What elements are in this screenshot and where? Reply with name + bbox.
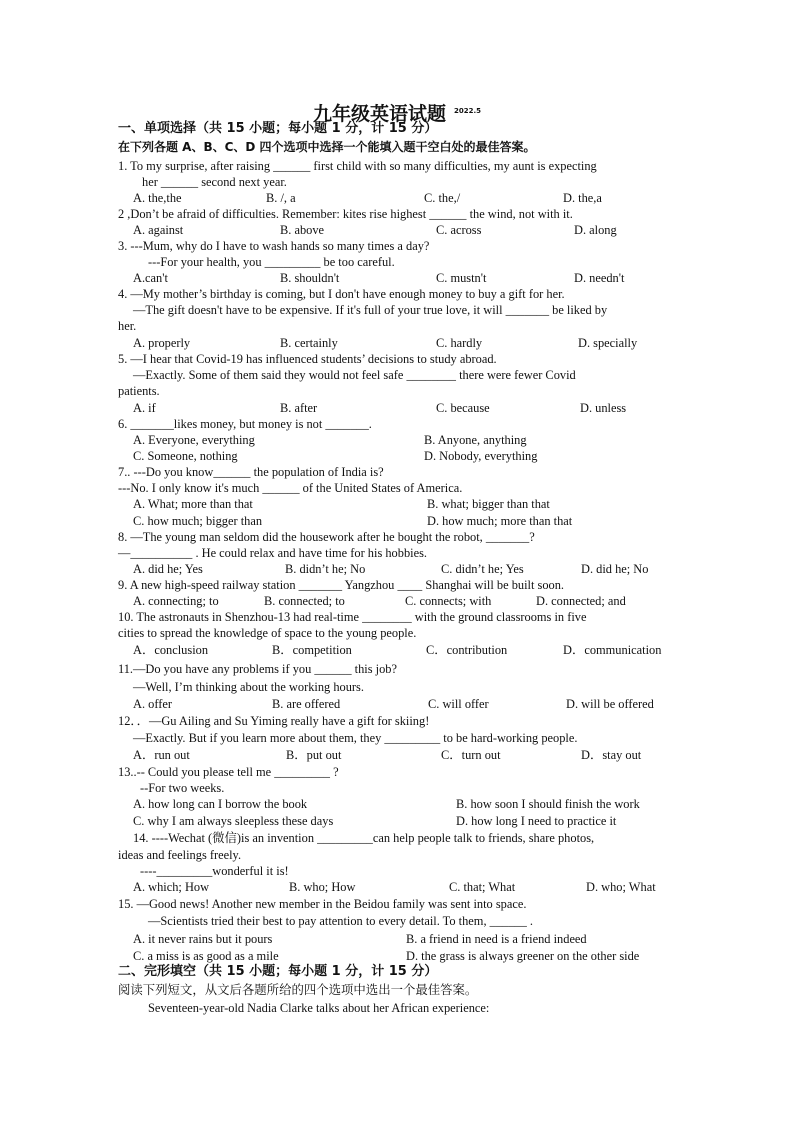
q10-option-d: D．communication (563, 643, 662, 657)
question-11-line-2: —Well, I’m thinking about the working hours. (133, 680, 364, 694)
q5-option-b: B. after (280, 401, 318, 415)
question-13-line-1: 13..-- Could you please tell me _________ ? (118, 765, 339, 779)
q7-option-c: C. how much; bigger than (133, 514, 263, 528)
q1-option-a: A. the,the (133, 191, 182, 205)
q3-option-a: A.can't (133, 271, 168, 285)
question-14-line-2: ideas and feelings freely. (118, 848, 242, 862)
section2-instruction: 阅读下列短文，从文后各题所给的四个选项中选出一个最佳答案。 (118, 982, 478, 997)
q14-option-b: B. who; How (289, 880, 356, 894)
q15-option-c: C. a miss is as good as a mile (133, 949, 279, 963)
q12-option-b: B．put out (286, 748, 342, 762)
q15-option-b: B. a friend in need is a friend indeed (406, 932, 587, 946)
q12-option-d: D．stay out (581, 748, 642, 762)
question-5-line-3: patients. (118, 384, 160, 398)
q6-option-d: D. Nobody, everything (424, 449, 538, 463)
q2-option-a: A. against (133, 223, 184, 237)
q8-option-c: C. didn’t he; Yes (441, 562, 524, 576)
q13-option-c: C. why I am always sleepless these days (133, 814, 334, 828)
q3-option-c: C. mustn't (436, 271, 487, 285)
q11-option-a: A. offer (133, 697, 172, 711)
question-13-line-2: --For two weeks. (140, 781, 225, 795)
question-2-line-1: 2 ,Don’t be afraid of difficulties. Remember: kites rise highest ______ the wind, not with it. (118, 207, 573, 221)
question-1-line-2: her ______ second next year. (142, 175, 287, 189)
q7-option-a: A. What; more than that (133, 497, 253, 511)
question-7-line-2: ---No. I only know it's much ______ of the United States of America. (118, 481, 463, 495)
q9-option-c: C. connects; with (405, 594, 492, 608)
q7-option-d: D. how much; more than that (427, 514, 573, 528)
passage-intro: Seventeen-year-old Nadia Clarke talks about her African experience: (148, 1001, 490, 1015)
question-12-line-1: 12．．—Gu Ailing and Su Yiming really have a gift for skiing! (118, 714, 430, 728)
q8-option-b: B. didn’t he; No (285, 562, 366, 576)
q8-option-a: A. did he; Yes (133, 562, 203, 576)
q1-option-d: D. the,a (563, 191, 602, 205)
q13-option-b: B. how soon I should finish the work (456, 797, 640, 811)
q11-option-c: C. will offer (428, 697, 489, 711)
q11-option-d: D. will be offered (566, 697, 654, 711)
q10-option-b: B．competition (272, 643, 352, 657)
q14-option-a: A. which; How (133, 880, 210, 894)
q13-option-a: A. how long can I borrow the book (133, 797, 308, 811)
q2-option-b: B. above (280, 223, 325, 237)
question-15-line-1: 15. —Good news! Another new member in the Beidou family was sent into space. (118, 897, 527, 911)
q12-option-a: A．run out (133, 748, 190, 762)
q3-option-d: D. needn't (574, 271, 625, 285)
question-3-line-1: 3. ---Mum, why do I have to wash hands so many times a day? (118, 239, 430, 253)
q10-option-a: A．conclusion (133, 643, 209, 657)
q8-option-d: D. did he; No (581, 562, 649, 576)
question-4-line-1: 4. —My mother’s birthday is coming, but I don't have enough money to buy a gift for her. (118, 287, 565, 301)
question-10-line-1: 10. The astronauts in Shenzhou-13 had real-time ________ with the ground classrooms in five (118, 610, 587, 624)
q6-option-a: A. Everyone, everything (133, 433, 255, 447)
question-8-line-2: —__________ . He could relax and have time for his hobbies. (118, 546, 428, 560)
q1-option-b: B. /, a (266, 191, 296, 205)
q2-option-d: D. along (574, 223, 617, 237)
question-5-line-1: 5. —I hear that Covid-19 has influenced students’ decisions to study abroad. (118, 352, 497, 366)
question-9-line-1: 9. A new high-speed railway station _______ Yangzhou ____ Shanghai will be built soon. (118, 578, 565, 592)
question-14-line-3: ----_________wonderful it is! (140, 864, 289, 878)
question-7-line-1: 7.. ---Do you know______ the population of India is? (118, 465, 384, 479)
question-12-line-2: —Exactly. But if you learn more about them, they _________ to be hard-working people. (133, 731, 578, 745)
q4-option-a: A. properly (133, 336, 191, 350)
q9-option-d: D. connected; and (536, 594, 626, 608)
section1-instruction: 在下列各题 A、B、C、D 四个选项中选择一个能填入题干空白处的最佳答案。 (118, 140, 536, 154)
q10-option-c: C．contribution (426, 643, 508, 657)
question-6-line-1: 6. _______likes money, but money is not _______. (118, 417, 372, 431)
q14-option-c: C. that; What (449, 880, 516, 894)
q15-option-d: D. the grass is always greener on the other side (406, 949, 640, 963)
question-4-line-2: —The gift doesn't have to be expensive. If it's full of your true love, it will _______ be liked by (133, 303, 608, 317)
q14-option-d: D. who; What (586, 880, 656, 894)
question-10-line-2: cities to spread the knowledge of space to the young people. (118, 626, 417, 640)
section1-heading: 一、单项选择（共 15 小题；每小题 1 分，计 15 分） (118, 121, 438, 136)
section2-heading: 二、完形填空（共 15 小题；每小题 1 分，计 15 分） (118, 964, 438, 979)
q4-option-c: C. hardly (436, 336, 483, 350)
q4-option-b: B. certainly (280, 336, 338, 350)
q5-option-d: D. unless (580, 401, 627, 415)
question-11-line-1: 11.—Do you have any problems if you ______ this job? (118, 662, 397, 676)
question-8-line-1: 8. —The young man seldom did the housework after he bought the robot, _______? (118, 530, 535, 544)
exam-date: 2022.5 (454, 106, 482, 115)
q15-option-a: A. it never rains but it pours (133, 932, 273, 946)
question-1-line-1: 1. To my surprise, after raising ______ first child with so many difficulties, my aunt is expecting (118, 159, 597, 173)
q12-option-c: C．turn out (441, 748, 501, 762)
q4-option-d: D. specially (578, 336, 638, 350)
q9-option-b: B. connected; to (264, 594, 345, 608)
q7-option-b: B. what; bigger than that (427, 497, 550, 511)
question-14-line-1: 14. ----Wechat (微信)is an invention _________can help people talk to friends, share photos, (133, 831, 595, 845)
q9-option-a: A. connecting; to (133, 594, 219, 608)
q6-option-c: C. Someone, nothing (133, 449, 238, 463)
q13-option-d: D. how long I need to practice it (456, 814, 617, 828)
q6-option-b: B. Anyone, anything (424, 433, 527, 447)
q1-option-c: C. the,/ (424, 191, 461, 205)
q3-option-b: B. shouldn't (280, 271, 340, 285)
q5-option-a: A. if (133, 401, 156, 415)
q2-option-c: C. across (436, 223, 482, 237)
q5-option-c: C. because (436, 401, 490, 415)
question-15-line-2: —Scientists tried their best to pay attention to every detail. To them, ______ . (148, 914, 534, 928)
question-5-line-2: —Exactly. Some of them said they would not feel safe ________ there were fewer Covid (133, 368, 576, 382)
q11-option-b: B. are offered (272, 697, 341, 711)
question-4-line-3: her. (118, 319, 137, 333)
question-3-line-2: ---For your health, you _________ be too careful. (148, 255, 395, 269)
title-text: 九年级英语试题 (312, 103, 446, 125)
